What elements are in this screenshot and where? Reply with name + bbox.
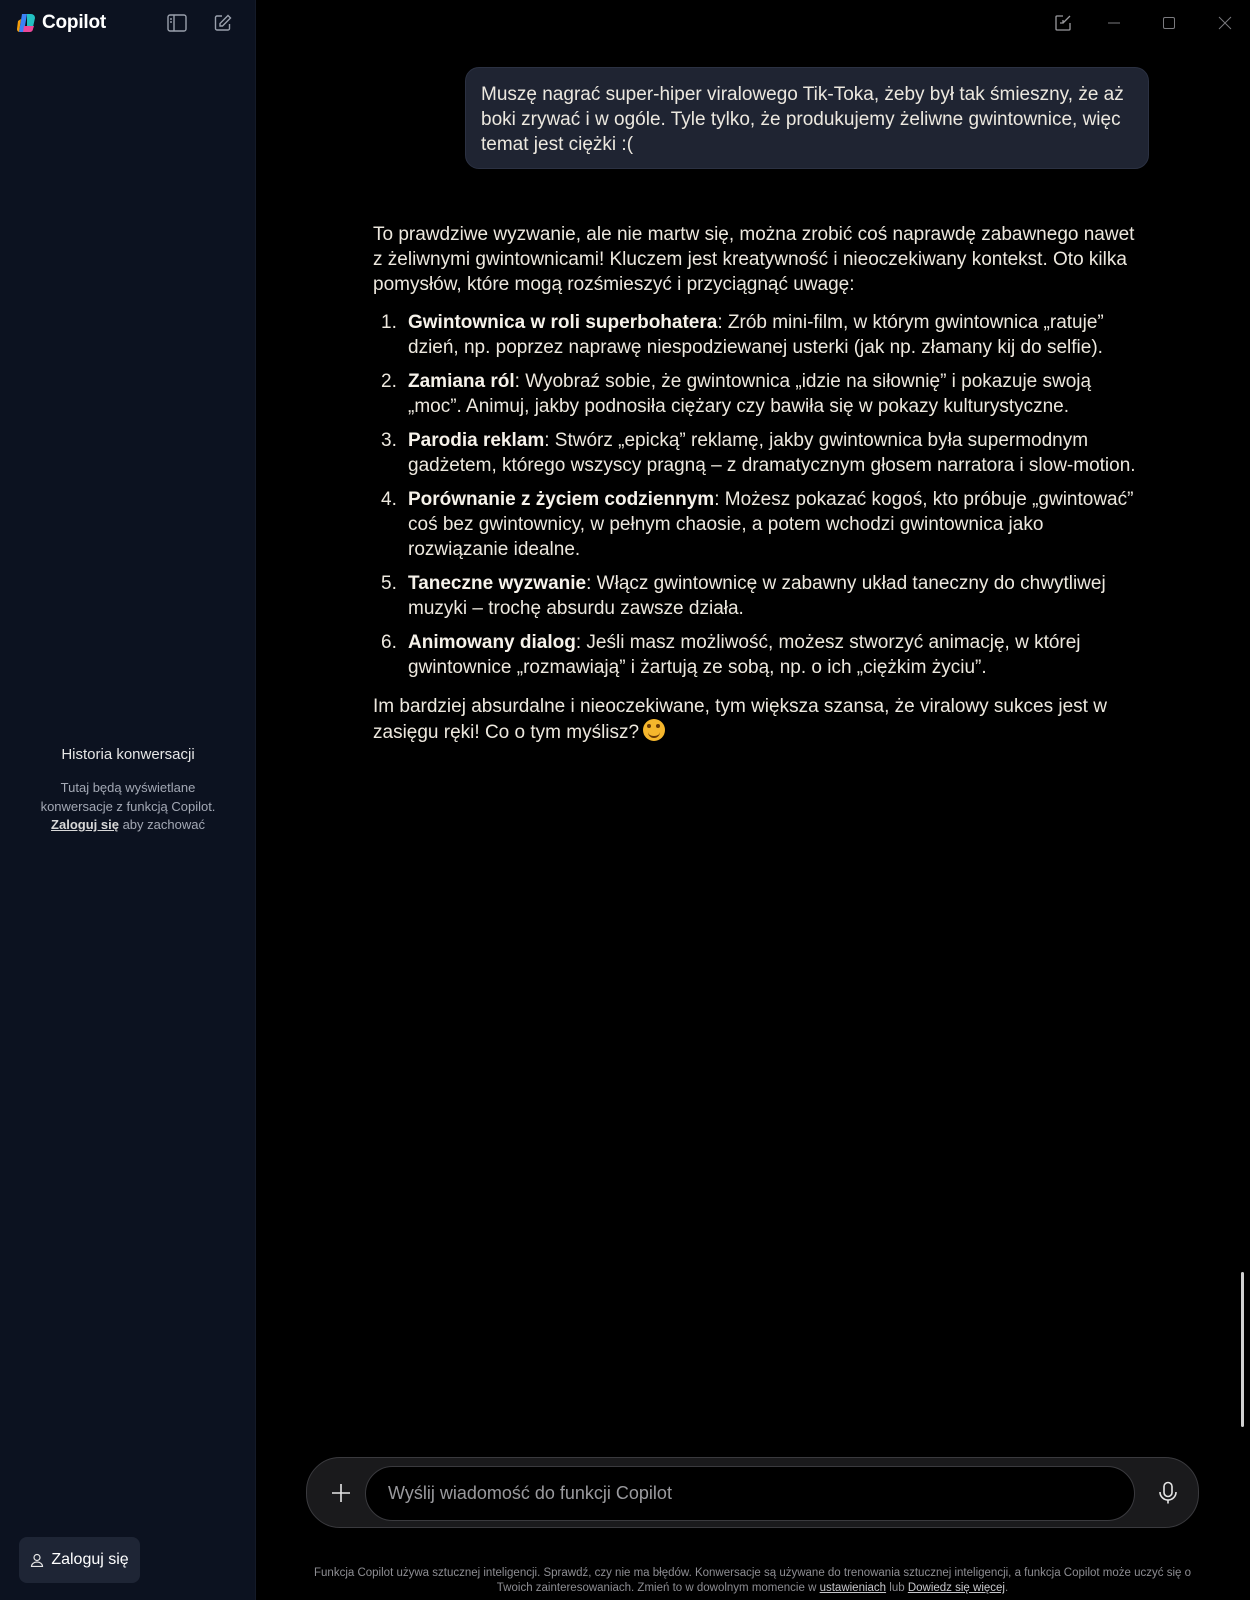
brand <box>16 12 106 34</box>
sidebar-toggle-icon[interactable] <box>166 12 188 34</box>
new-chat-icon[interactable] <box>212 12 234 34</box>
history-description <box>0 779 256 835</box>
microphone-button[interactable] <box>1150 1475 1186 1511</box>
learn-more-link[interactable]: Dowiedz się więcej <box>907 1582 1005 1594</box>
list-item: 4. Porównanie z życiem codziennym: Możesz pokazać kogoś, kto próbuje „gwintować” coś bez gwintownicy, w pełnym chaosie, a potem wchodzi gwintownica jako rozwiązanie idealne. <box>381 489 1134 560</box>
login-button-label: Zaloguj się <box>51 1551 129 1568</box>
app-name: Copilot <box>42 12 107 33</box>
idea-list <box>373 310 1143 680</box>
plus-icon <box>331 1483 351 1503</box>
list-item: 3. Parodia reklam: Stwórz „epicką” reklamę, jakby gwintownica była supermodnym gadżetem, którego wszyscy pragną – z dramatycznym głosem narratora i slow-motion. <box>381 430 1136 476</box>
close-icon[interactable] <box>1213 11 1237 35</box>
login-button[interactable] <box>19 1537 140 1583</box>
reply-outro: Im bardziej absurdalne i nieoczekiwane, tym większa szansa, że viralowy sukces jest w zasięgu ręki! Co o tym myślisz? <box>373 696 1107 743</box>
user-message: Muszę nagrać super-hiper viralowego Tik-Toka, żeby był tak śmieszny, że aż boki zrywać i w ogóle. Tyle tylko, że produkujemy żeliwne gwintownice, więc temat jest ciężki :( <box>465 67 1149 169</box>
history-login-link[interactable]: Zaloguj się <box>51 817 119 832</box>
list-item: 1. Gwintownica w roli superbohatera: Zrób mini-film, w którym gwintownica „ratuje” dzień, np. poprzez naprawę niespodziewanej usterki (jak np. złamany kij do selfie). <box>381 312 1104 358</box>
microphone-icon <box>1157 1481 1179 1505</box>
list-item: 2. Zamiana ról: Wyobraź sobie, że gwintownica „idzie na siłownię” i pokazuje swoją „moc”. Animuj, jakby podnosiła ciężary czy bawiła się w pokazy kulturystyczne. <box>381 371 1092 417</box>
history-desc-text: Tutaj będą wyświetlane konwersacje z funkcją Copilot. <box>40 780 216 814</box>
maximize-icon[interactable] <box>1157 11 1181 35</box>
message-input[interactable] <box>365 1466 1135 1521</box>
history-desc-suffix: aby zachować <box>122 817 205 832</box>
user-icon <box>30 1553 44 1567</box>
minimize-icon[interactable] <box>1102 11 1126 35</box>
add-attachment-button[interactable] <box>323 1475 359 1511</box>
sidebar <box>0 0 256 1600</box>
settings-link[interactable]: ustawieniach <box>819 1582 887 1594</box>
scrollbar-thumb[interactable] <box>1241 1272 1244 1427</box>
smiling-emoji-icon <box>643 719 665 741</box>
pin-window-icon[interactable] <box>1051 11 1075 35</box>
reply-intro: To prawdziwe wyzwanie, ale nie martw się, można zrobić coś naprawdę zabawnego nawet z żeliwnymi gwintownicami! Kluczem jest kreatywność i nieoczekiwany kontekst. Oto kilka pomysłów, które mogą rozśmieszyć i przyciągnąć uwagę: <box>373 224 1135 295</box>
message-composer <box>306 1457 1199 1528</box>
disclaimer-footer: Funkcja Copilot używa sztucznej inteligencji. Sprawdź, czy nie ma błędów. Konwersacje są używane do trenowania sztucznej inteligencji, a funkcja Copilot może uczyć się o Twoich zainteresowaniach. Zmień to w dowolnym momencie w ustawieniach lub Dowiedz się więcej. <box>314 1567 1191 1594</box>
copilot-reply <box>373 222 1143 745</box>
list-item: 5. Taneczne wyzwanie: Włącz gwintownicę w zabawny układ taneczny do chwytliwej muzyki – trochę absurdu zawsze działa. <box>381 573 1106 619</box>
conversation-history-empty <box>0 746 256 835</box>
list-item: 6. Animowany dialog: Jeśli masz możliwość, możesz stworzyć animację, w której gwintownice „rozmawiają” i żartują ze sobą, np. o ich „ciężkim życiu”. <box>381 632 1081 678</box>
history-title: Historia konwersacji <box>61 746 195 763</box>
copilot-logo-icon <box>16 13 36 33</box>
